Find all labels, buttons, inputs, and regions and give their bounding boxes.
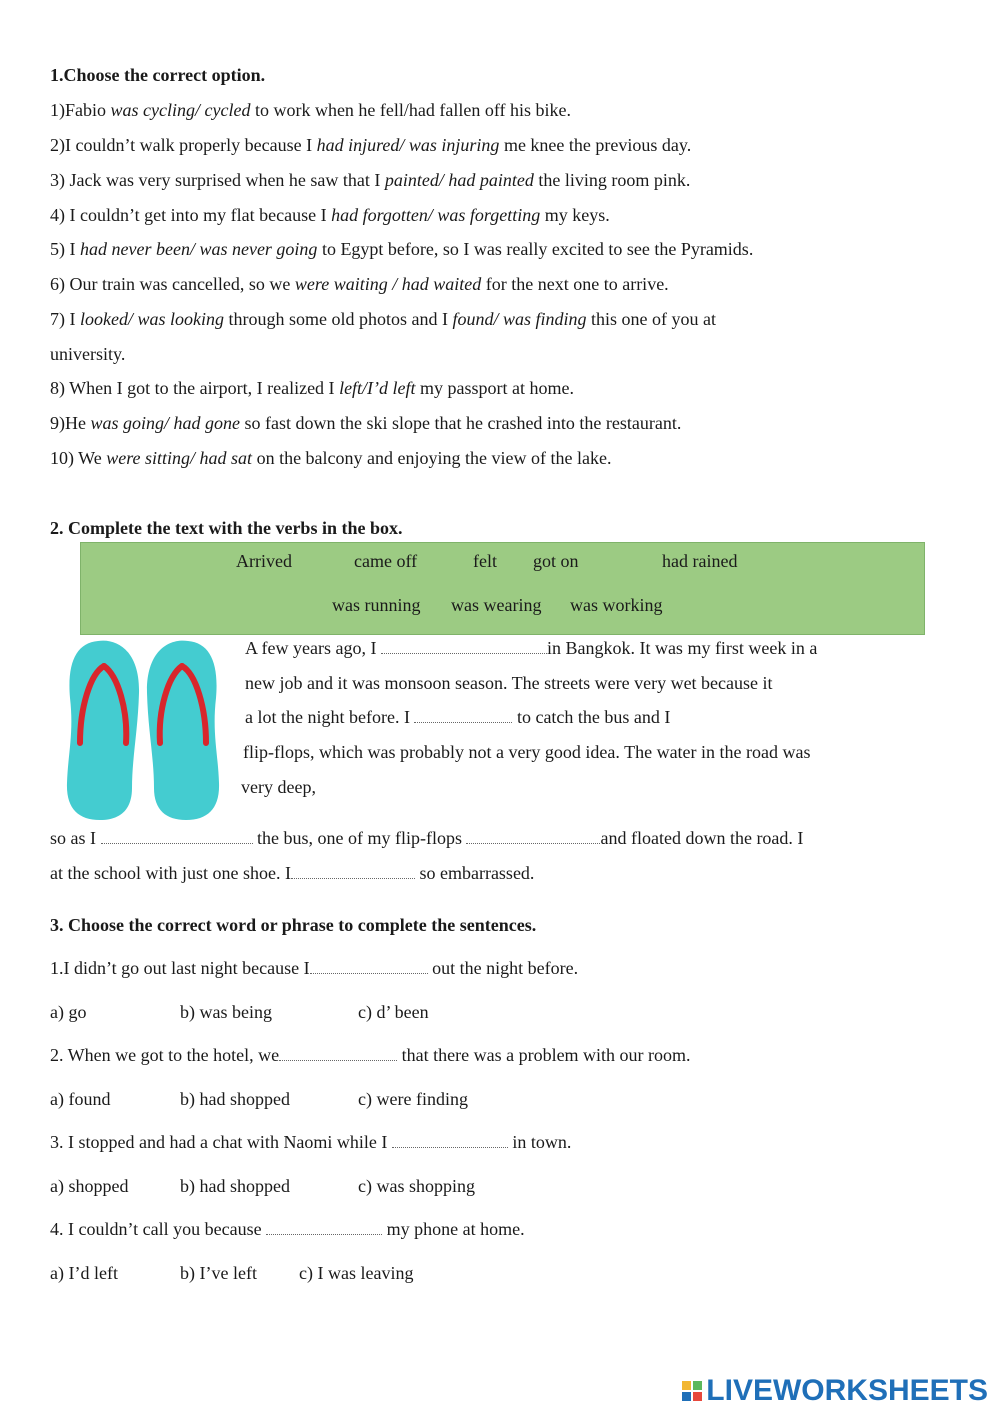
- option[interactable]: c) d’ been: [358, 1002, 429, 1022]
- word-arrived: Arrived: [236, 551, 292, 571]
- s3-question-4: [50, 1218, 525, 1240]
- s1-option[interactable]: left/I’d left: [339, 378, 416, 398]
- word-came-off: came off: [354, 551, 418, 571]
- option[interactable]: a) found: [50, 1089, 111, 1109]
- s2-text: at the school with just one shoe. I: [50, 863, 291, 883]
- logo-squares-icon: [682, 1381, 702, 1401]
- s1-option[interactable]: were sitting/ had sat: [106, 448, 253, 468]
- s1-option[interactable]: was cycling/ cycled: [110, 100, 251, 120]
- s3-text: out the night before.: [427, 958, 579, 978]
- s3-question-1: [50, 957, 578, 979]
- option[interactable]: c) was shopping: [358, 1176, 475, 1196]
- option[interactable]: b) was being: [180, 1002, 272, 1022]
- blank-input[interactable]: [101, 827, 253, 844]
- s1-text: 6) Our train was cancelled, so we: [50, 274, 295, 294]
- blank-input[interactable]: [291, 862, 415, 879]
- s1-item-7-cont: university.: [50, 344, 126, 364]
- s1-item-6: [50, 273, 669, 295]
- word-had-rained: had rained: [662, 551, 738, 571]
- word-felt: felt: [473, 551, 497, 571]
- s1-option[interactable]: found/ was finding: [452, 309, 587, 329]
- option[interactable]: b) I’ve left: [180, 1263, 257, 1283]
- liveworksheets-logo: [682, 1374, 988, 1408]
- word-was-running: was running: [332, 595, 421, 615]
- blank-input[interactable]: [310, 957, 428, 974]
- section3-title: 3. Choose the correct word or phrase to complete the sentences.: [50, 915, 537, 935]
- s1-option[interactable]: had forgotten/ was forgetting: [331, 205, 541, 225]
- s1-item-10: [50, 447, 611, 469]
- s3-text: my phone at home.: [382, 1219, 525, 1239]
- s1-text: 5) I: [50, 239, 80, 259]
- s2-text: so as I: [50, 828, 101, 848]
- s1-text: through some old photos and I: [223, 309, 453, 329]
- s1-item-8: [50, 377, 574, 399]
- blank-input[interactable]: [266, 1218, 382, 1235]
- s1-text: 9)He: [50, 413, 91, 433]
- s2-line-2: new job and it was monsoon season. The streets were very wet because it: [245, 673, 773, 693]
- s1-item-5: [50, 238, 753, 260]
- s1-text: so fast down the ski slope that he crashed into the restaurant.: [240, 413, 682, 433]
- s1-text: 10) We: [50, 448, 107, 468]
- s3-question-2: [50, 1044, 691, 1066]
- s1-option[interactable]: was going/ had gone: [90, 413, 240, 433]
- s3-text: 2. When we got to the hotel, we: [50, 1045, 280, 1065]
- s1-item-2: [50, 134, 691, 156]
- right-flip-flop: [147, 641, 219, 820]
- s2-text: the bus, one of my flip-flops: [252, 828, 467, 848]
- option[interactable]: c) were finding: [358, 1089, 468, 1109]
- s2-line-7: [50, 862, 534, 884]
- s1-option[interactable]: looked/ was looking: [80, 309, 224, 329]
- s1-item-1: [50, 99, 571, 121]
- s2-text: in Bangkok. It was my first week in a: [546, 638, 818, 658]
- left-flip-flop: [67, 641, 139, 820]
- s1-text: 4) I couldn’t get into my flat because I: [50, 205, 332, 225]
- s1-option[interactable]: had injured/ was injuring: [316, 135, 500, 155]
- flip-flops-image: [60, 638, 240, 823]
- word-was-working: was working: [570, 595, 663, 615]
- s2-text: and floated down the road. I: [600, 828, 804, 848]
- section2-title: 2. Complete the text with the verbs in the box.: [50, 518, 403, 538]
- option[interactable]: a) go: [50, 1002, 87, 1022]
- s1-text: me knee the previous day.: [499, 135, 692, 155]
- s2-line-1: [245, 637, 817, 659]
- word-got-on: got on: [533, 551, 579, 571]
- option[interactable]: b) had shopped: [180, 1089, 290, 1109]
- s2-text: A few years ago, I: [245, 638, 381, 658]
- s3-text: 3. I stopped and had a chat with Naomi while I: [50, 1132, 392, 1152]
- s1-item-9: [50, 412, 681, 434]
- s3-text: 1.I didn’t go out last night because I: [50, 958, 310, 978]
- s2-line-4: flip-flops, which was probably not a very good idea. The water in the road was: [243, 742, 811, 762]
- s2-text: a lot the night before. I: [245, 707, 415, 727]
- option[interactable]: a) I’d left: [50, 1263, 118, 1283]
- s1-option[interactable]: painted/ had painted: [384, 170, 534, 190]
- option[interactable]: a) shopped: [50, 1176, 129, 1196]
- s1-option[interactable]: had never been/ was never going: [80, 239, 318, 259]
- s1-text: the living room pink.: [533, 170, 691, 190]
- brand-name: LIVEWORKSHEETS: [706, 1374, 988, 1407]
- s1-text: on the balcony and enjoying the view of the lake.: [252, 448, 612, 468]
- blank-input[interactable]: [279, 1044, 397, 1061]
- word-was-wearing: was wearing: [451, 595, 542, 615]
- s3-text: in town.: [507, 1132, 572, 1152]
- blank-input[interactable]: [466, 827, 600, 844]
- s1-text: 3) Jack was very surprised when he saw that I: [50, 170, 385, 190]
- s2-text: so embarrassed.: [414, 863, 535, 883]
- s2-text: to catch the bus and I: [512, 707, 671, 727]
- option[interactable]: c) I was leaving: [299, 1263, 414, 1283]
- s3-text: 4. I couldn’t call you because: [50, 1219, 267, 1239]
- option[interactable]: b) had shopped: [180, 1176, 290, 1196]
- s1-text: 1)Fabio: [50, 100, 111, 120]
- s1-text: to work when he fell/had fallen off his bike.: [250, 100, 572, 120]
- s1-text: for the next one to arrive.: [481, 274, 669, 294]
- s2-line-5: very deep,: [241, 777, 316, 797]
- word-box: [80, 542, 925, 635]
- blank-input[interactable]: [414, 706, 512, 723]
- blank-input[interactable]: [381, 637, 547, 654]
- s1-item-4: [50, 204, 610, 226]
- s1-text: to Egypt before, so I was really excited to see the Pyramids.: [317, 239, 754, 259]
- s2-line-3: [245, 706, 670, 728]
- s1-text: my keys.: [540, 205, 610, 225]
- s1-text: 8) When I got to the airport, I realized I: [50, 378, 340, 398]
- s1-text: 2)I couldn’t walk properly because I: [50, 135, 317, 155]
- s1-text: my passport at home.: [415, 378, 575, 398]
- s1-text: this one of you at: [586, 309, 716, 329]
- s3-question-3: [50, 1131, 571, 1153]
- blank-input[interactable]: [392, 1131, 508, 1148]
- s1-item-3: [50, 169, 690, 191]
- s2-line-6: [50, 827, 803, 849]
- s1-text: 7) I: [50, 309, 80, 329]
- s1-option[interactable]: were waiting / had waited: [294, 274, 482, 294]
- s3-text: that there was a problem with our room.: [397, 1045, 691, 1065]
- section1-title: 1.Choose the correct option.: [50, 65, 266, 85]
- s1-item-7: [50, 308, 716, 330]
